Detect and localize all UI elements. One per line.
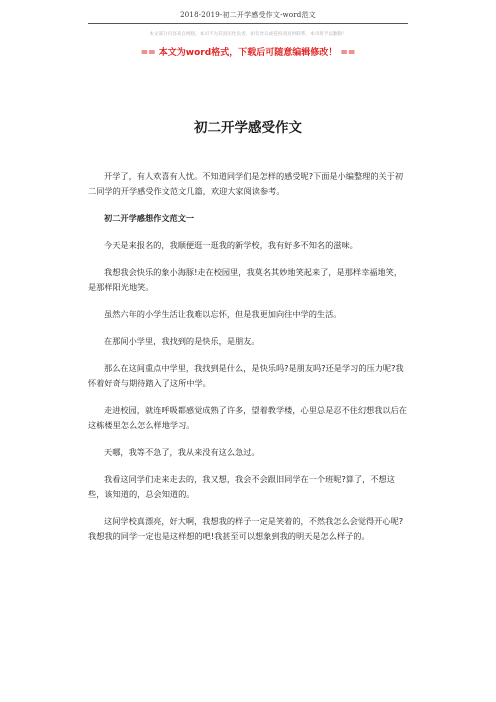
section-heading: 初二开学感想作文范文一: [104, 213, 195, 223]
body-paragraph: 走进校园，就连呼吸都感觉成熟了许多，望着教学楼，心里总是忍不住幻想我以后在这栋楼里怎么怎么样地学习。: [88, 405, 407, 430]
body-paragraph: 我想我会快乐的象小海豚!走在校园里，我莫名其妙地笑起来了，是那样幸福地笑，是那样阳光地笑。: [88, 267, 403, 292]
document-title: 初二开学感受作文: [194, 120, 302, 136]
document-body: [88, 169, 408, 556]
body-paragraph: 那么在这间重点中学里，我找到是什么，是快乐吗?是朋友吗?还是学习的压力呢?我怀着好奇与期待踏入了这所中学。: [88, 363, 404, 388]
header-title: 2018-2019-初二开学感受作文-word范文: [180, 11, 316, 19]
body-paragraph: 在那间小学里，我找到的是快乐，是朋友。: [104, 336, 260, 346]
body-paragraph: 这间学校真漂亮，好大啊，我想我的样子一定是笑着的，不然我怎么会觉得开心呢?我想我的同学一定也是这样想的吧!我甚至可以想象到我的明天是怎么样子的。: [88, 516, 404, 541]
body-paragraph: 虽然六年的小学生活让我难以忘怀，但是我更加向往中学的生活。: [104, 309, 342, 319]
body-paragraph: 我看这同学们走来走去的，我又想，我会不会跟旧同学在一个班呢?算了，不想这些，该知道的，总会知道的。: [88, 474, 395, 499]
body-paragraph: 天哪，我等不急了，我从来没有这么急过。: [104, 447, 260, 457]
intro-paragraph: 开学了，有人欢喜有人忧。不知道同学们是怎样的感受呢?下面是小编整理的关于初二同学的开学感受作文范文几篇，欢迎大家阅读参考。: [88, 171, 404, 196]
body-paragraph: 今天是来报名的，我顺便逛一逛我的新学校，我有好多不知名的滋味。: [104, 240, 358, 250]
format-notice: == 本文为word格式，下载后可随意编辑修改！ ==: [140, 48, 356, 58]
header-divider: [88, 23, 408, 24]
disclaimer-text: 本文部分内容来自网络，本司不为其真实性负责，如有异议或侵权请及时联系，本司将予以删除！: [149, 32, 347, 37]
